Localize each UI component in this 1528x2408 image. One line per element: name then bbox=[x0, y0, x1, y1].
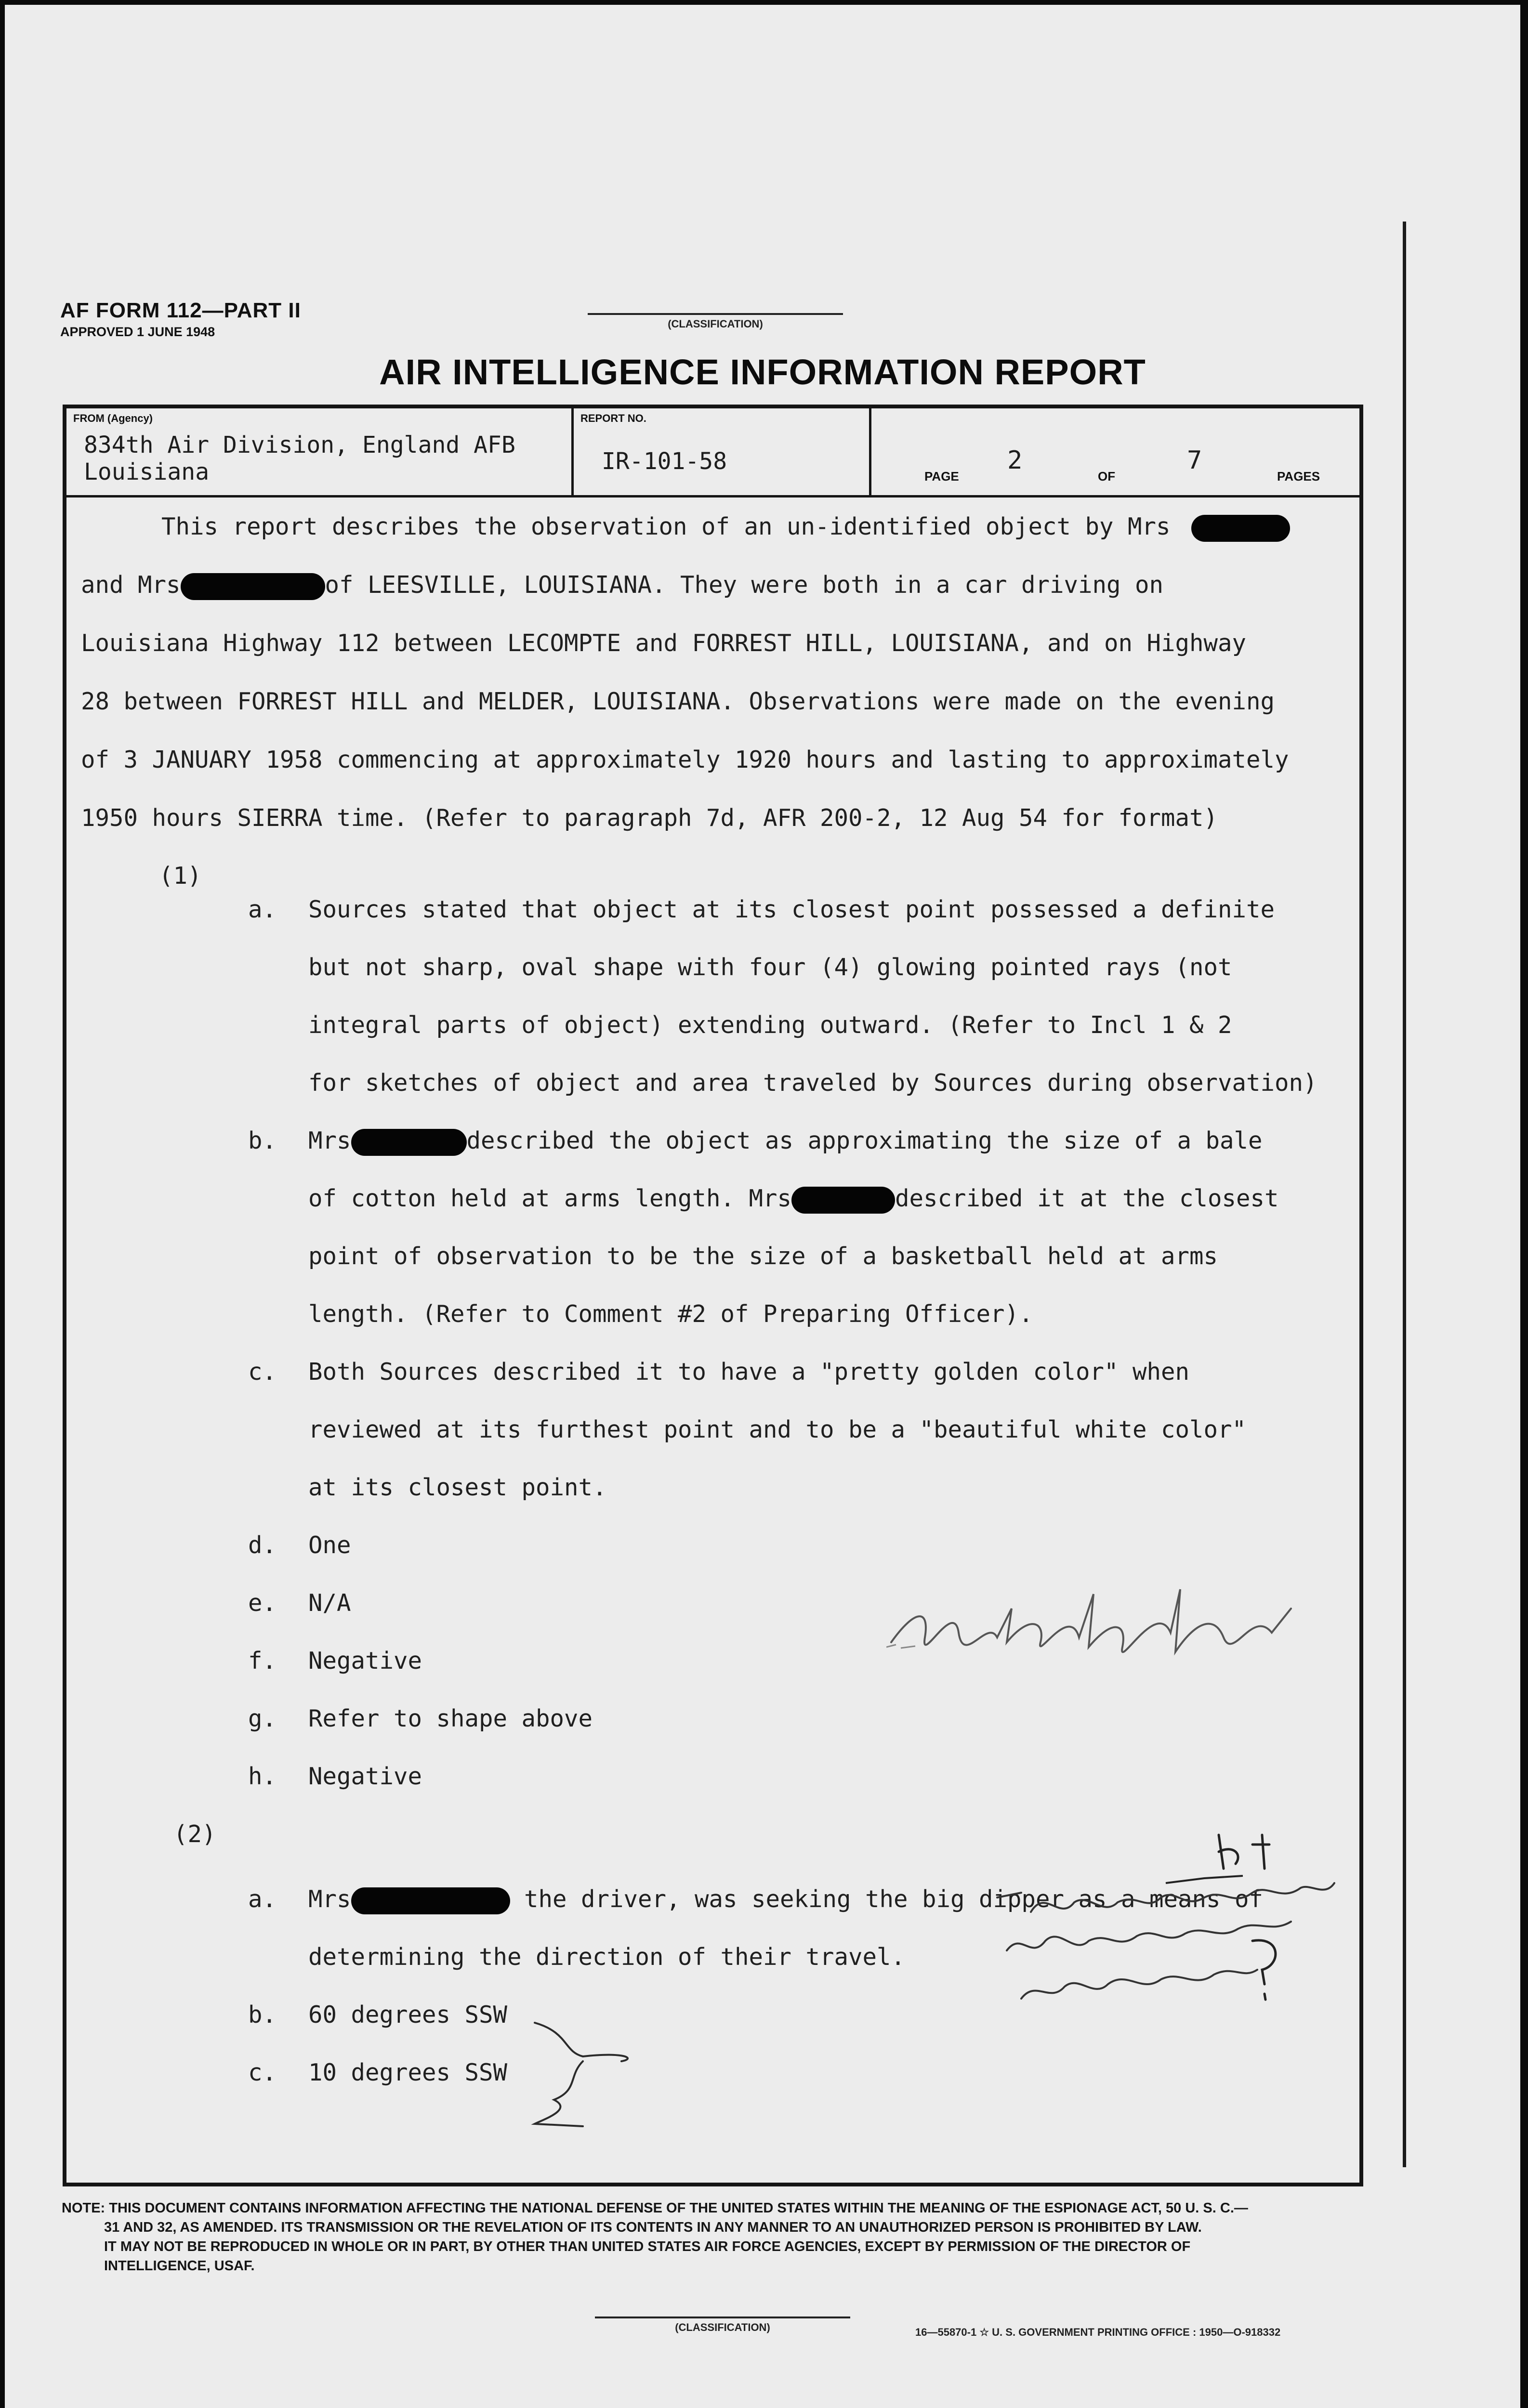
page-label: PAGE bbox=[924, 469, 959, 484]
item-1f-text: Negative bbox=[308, 1647, 422, 1675]
redaction-mark bbox=[181, 573, 325, 600]
brace-scribble bbox=[525, 2018, 641, 2129]
from-cell bbox=[66, 408, 574, 495]
item-1c-line-3: at its closest point. bbox=[308, 1474, 607, 1501]
item-1d-letter: d. bbox=[248, 1531, 277, 1559]
item-1a-line-4: for sketches of object and area traveled by Sources during observation) bbox=[308, 1069, 1317, 1097]
intro-line-3: Louisiana Highway 112 between LECOMPTE and FORREST HILL, LOUISIANA, and on Highway bbox=[81, 629, 1247, 657]
intro-line-4: 28 between FORREST HILL and MELDER, LOUISIANA. Observations were made on the evening bbox=[81, 688, 1275, 715]
document-page bbox=[5, 5, 1520, 2408]
from-label: FROM (Agency) bbox=[73, 412, 153, 424]
classification-bottom: (CLASSIFICATION) bbox=[595, 2316, 850, 2334]
intro-line-2 bbox=[81, 571, 1163, 600]
page-cell bbox=[871, 408, 1360, 495]
intro-line-5: of 3 JANUARY 1958 commencing at approximately 1920 hours and lasting to approximately bbox=[81, 746, 1289, 773]
from-line-1: 834th Air Division, England AFB bbox=[84, 432, 515, 458]
redaction-mark bbox=[351, 1129, 467, 1156]
classification-top: (CLASSIFICATION) bbox=[588, 313, 843, 330]
item-1e-text: N/A bbox=[308, 1589, 351, 1617]
item-1c-letter: c. bbox=[248, 1358, 277, 1386]
note-line-4: INTELLIGENCE, USAF. bbox=[104, 2258, 255, 2274]
intro-line-1 bbox=[161, 513, 1290, 542]
approved-date: APPROVED 1 JUNE 1948 bbox=[60, 325, 215, 339]
redaction-mark bbox=[1191, 515, 1290, 542]
from-value bbox=[84, 432, 515, 485]
item-2b-text: 60 degrees SSW bbox=[308, 2001, 508, 2028]
from-line-2: Louisiana bbox=[84, 458, 210, 485]
note-line-1: NOTE: THIS DOCUMENT CONTAINS INFORMATION AFFECTING THE NATIONAL DEFENSE OF THE UNITED STATES WITHIN THE MEANING OF THE ESPIONAGE ACT, 50 U. S. C.— bbox=[62, 2200, 1248, 2216]
item-2c-letter: c. bbox=[248, 2059, 277, 2086]
item-2a-line-1-a: Mrs bbox=[308, 1885, 351, 1913]
pages-label: PAGES bbox=[1277, 469, 1320, 484]
page-edge-line bbox=[1403, 222, 1406, 2167]
report-title: AIR INTELLIGENCE INFORMATION REPORT bbox=[379, 352, 1146, 392]
note-line-2: 31 AND 32, AS AMENDED. ITS TRANSMISSION OR THE REVELATION OF ITS CONTENTS IN ANY MANNER TO AN UNAUTHORIZED PERSON IS PROHIBITED BY LAW. bbox=[104, 2220, 1202, 2235]
form-header bbox=[60, 299, 301, 340]
redaction-mark bbox=[791, 1187, 895, 1214]
item-1b-line-4: length. (Refer to Comment #2 of Preparing Officer). bbox=[308, 1300, 1033, 1328]
item-1h-text: Negative bbox=[308, 1763, 422, 1790]
page-number: 2 bbox=[1007, 446, 1023, 475]
item-1a-line-3: integral parts of object) extending outward. (Refer to Incl 1 & 2 bbox=[308, 1011, 1232, 1039]
item-2a-line-2: determining the direction of their travel. bbox=[308, 1943, 906, 1971]
item-1b-line-1 bbox=[308, 1127, 1263, 1156]
item-2c-text: 10 degrees SSW bbox=[308, 2059, 508, 2086]
item-1a-line-1: Sources stated that object at its closest point possessed a definite bbox=[308, 896, 1275, 923]
item-2a-line-1-b: the driver, was seeking the big dipper as a means of bbox=[524, 1885, 1264, 1913]
item-1b-line-3: point of observation to be the size of a basketball held at arms bbox=[308, 1243, 1218, 1270]
item-1e-letter: e. bbox=[248, 1589, 277, 1617]
signature-scribble bbox=[886, 1580, 1301, 1662]
redaction-mark bbox=[351, 1887, 510, 1914]
item-2a-letter: a. bbox=[248, 1885, 277, 1913]
item-1c-line-1: Both Sources described it to have a "pretty golden color" when bbox=[308, 1358, 1190, 1386]
note-line-3: IT MAY NOT BE REPRODUCED IN WHOLE OR IN PART, BY OTHER THAN UNITED STATES AIR FORCE AGENCIES, EXCEPT BY PERMISSION OF THE DIRECTOR OF bbox=[104, 2239, 1191, 2254]
section-1-number: (1) bbox=[159, 862, 202, 890]
security-note bbox=[62, 2199, 1391, 2276]
item-1g-letter: g. bbox=[248, 1705, 277, 1732]
handwritten-note bbox=[992, 1825, 1339, 2032]
item-1a-line-2: but not sharp, oval shape with four (4) glowing pointed rays (not bbox=[308, 954, 1232, 981]
report-no-label: REPORT NO. bbox=[580, 412, 646, 424]
item-1d-text: One bbox=[308, 1531, 351, 1559]
item-1b-line-2 bbox=[308, 1185, 1279, 1214]
report-header-row bbox=[66, 408, 1359, 497]
printing-office-line: 16—55870-1 ☆ U. S. GOVERNMENT PRINTING OFFICE : 1950—O-918332 bbox=[915, 2326, 1281, 2338]
form-number: AF FORM 112—PART II bbox=[60, 299, 301, 322]
item-1h-letter: h. bbox=[248, 1763, 277, 1790]
intro-line-1-text: This report describes the observation of an un-identified object by Mrs bbox=[161, 513, 1171, 540]
report-no-value: IR-101-58 bbox=[602, 448, 727, 475]
of-label: OF bbox=[1098, 469, 1116, 484]
report-no-cell bbox=[574, 408, 871, 495]
intro-line-2-b: of LEESVILLE, LOUISIANA. They were both in a car driving on bbox=[325, 571, 1164, 599]
item-1b-line-2-a: of cotton held at arms length. Mrs bbox=[308, 1185, 792, 1212]
item-1b-line-1-b: described the object as approximating the size of a bale bbox=[466, 1127, 1263, 1154]
section-2-number: (2) bbox=[173, 1820, 216, 1848]
item-1b-letter: b. bbox=[248, 1127, 277, 1154]
item-1c-line-2: reviewed at its furthest point and to be a "beautiful white color" bbox=[308, 1416, 1247, 1443]
intro-line-2-a: and Mrs bbox=[81, 571, 181, 599]
item-2b-letter: b. bbox=[248, 2001, 277, 2028]
item-1a-letter: a. bbox=[248, 896, 277, 923]
intro-line-6: 1950 hours SIERRA time. (Refer to paragraph 7d, AFR 200-2, 12 Aug 54 for format) bbox=[81, 804, 1218, 832]
item-1b-line-1-a: Mrs bbox=[308, 1127, 351, 1154]
item-1b-line-2-b: described it at the closest bbox=[895, 1185, 1279, 1212]
item-1g-text: Refer to shape above bbox=[308, 1705, 593, 1732]
item-1f-letter: f. bbox=[248, 1647, 277, 1675]
total-pages: 7 bbox=[1187, 446, 1202, 475]
